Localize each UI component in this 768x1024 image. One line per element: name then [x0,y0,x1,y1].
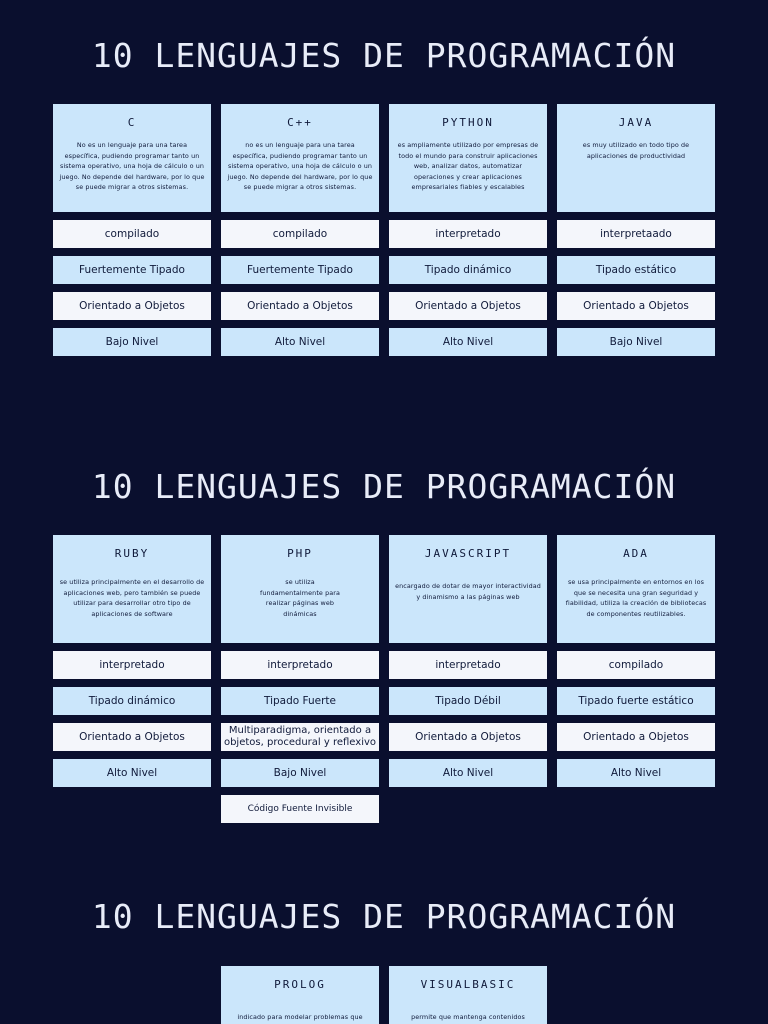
language-card [557,104,715,212]
level-tag: Alto Nivel [389,328,547,356]
language-description: se utiliza fundamentalmente para realizar páginas web dinámicas [259,578,341,618]
language-name: PHP [287,547,313,560]
language-column-ruby [53,535,211,787]
execution-tag: compilado [557,651,715,679]
language-column-prolog [221,966,379,1024]
paradigm-tag: Orientado a Objetos [53,292,211,320]
typing-tag: Fuertemente Tipado [53,256,211,284]
language-card [221,966,379,1024]
section-title: 10 LENGUAJES DE PROGRAMACIÓN [91,467,677,506]
language-description: es muy utilizado en todo tipo de aplicaciones de productividad [582,141,690,160]
language-card [389,535,547,643]
level-tag: Alto Nivel [389,759,547,787]
typing-tag: Tipado Fuerte [221,687,379,715]
paradigm-tag: Orientado a Objetos [53,723,211,751]
language-card [53,104,211,212]
language-column-ada [557,535,715,787]
execution-tag: interpretado [221,651,379,679]
paradigm-tag: Orientado a Objetos [389,292,547,320]
language-description: No es un lenguaje para una tarea específica, pudiendo programar tanto un sistema operativo, una hoja de cálculo o un juego. No depende del hardware, por lo que se puede migrar a otros sistemas. [59,141,205,192]
typing-tag: Tipado Débil [389,687,547,715]
extra-tag: Código Fuente Invisible [221,795,379,823]
level-tag: Bajo Nivel [221,759,379,787]
execution-tag: interpretado [53,651,211,679]
paradigm-tag: Multiparadigma, orientado a objetos, procedural y reflexivo [221,723,379,751]
language-name: PROLOG [274,978,326,991]
typing-tag: Tipado estático [557,256,715,284]
language-description: es ampliamente utilizado por empresas de todo el mundo para construir aplicaciones web, analizar datos, automatizar operaciones y crear aplicaciones empresariales fiables y escalables [397,141,539,192]
language-description: indicado para modelar problemas que [237,1013,363,1021]
language-name: ADA [623,547,649,560]
language-card [221,104,379,212]
level-tag: Alto Nivel [53,759,211,787]
language-card [221,535,379,643]
execution-tag: compilado [221,220,379,248]
language-description: se utiliza principalmente en el desarrollo de aplicaciones web, pero también se puede utilizar para desarrollar otro tipo de aplicaciones de software [59,578,205,618]
language-description: no es un lenguaje para una tarea específica, pudiendo programar tanto un sistema operativo, una hoja de cálculo o un juego. No depende del hardware, por lo que se puede migrar a otros sistemas. [227,141,373,192]
paradigm-tag: Orientado a Objetos [389,723,547,751]
language-name: C [127,116,137,129]
language-card [389,104,547,212]
language-column-php [221,535,379,823]
language-description: se usa principalmente en entornos en los que se necesita una gran seguridad y fiabilidad, utiliza la creación de bibliotecas de componentes reutilizables. [565,578,707,618]
level-tag: Alto Nivel [221,328,379,356]
language-column-javascript [389,535,547,787]
section-title: 10 LENGUAJES DE PROGRAMACIÓN [91,36,677,75]
paradigm-tag: Orientado a Objetos [557,292,715,320]
level-tag: Bajo Nivel [53,328,211,356]
typing-tag: Tipado fuerte estático [557,687,715,715]
language-name: JAVASCRIPT [424,547,512,560]
typing-tag: Tipado dinámico [389,256,547,284]
language-name: PYTHON [442,116,494,129]
language-name: C++ [287,116,313,129]
execution-tag: compilado [53,220,211,248]
execution-tag: interpretado [389,220,547,248]
section-title: 10 LENGUAJES DE PROGRAMACIÓN [91,897,677,936]
language-column-java [557,104,715,356]
language-card [557,535,715,643]
language-name: RUBY [114,547,150,560]
paradigm-tag: Orientado a Objetos [557,723,715,751]
language-name: JAVA [618,116,654,129]
typing-tag: Tipado dinámico [53,687,211,715]
language-description: encargado de dotar de mayor interactividad y dinamismo a las páginas web [395,582,541,601]
execution-tag: interpretaado [557,220,715,248]
language-column-c [53,104,211,356]
language-column-cpp [221,104,379,356]
language-card [389,966,547,1024]
execution-tag: interpretado [389,651,547,679]
level-tag: Alto Nivel [557,759,715,787]
language-name: VISUALBASIC [420,978,516,991]
language-column-visualbasic [389,966,547,1024]
typing-tag: Fuertemente Tipado [221,256,379,284]
level-tag: Bajo Nivel [557,328,715,356]
language-column-python [389,104,547,356]
language-card [53,535,211,643]
language-description: permite que mantenga contenidos [411,1013,525,1021]
paradigm-tag: Orientado a Objetos [221,292,379,320]
